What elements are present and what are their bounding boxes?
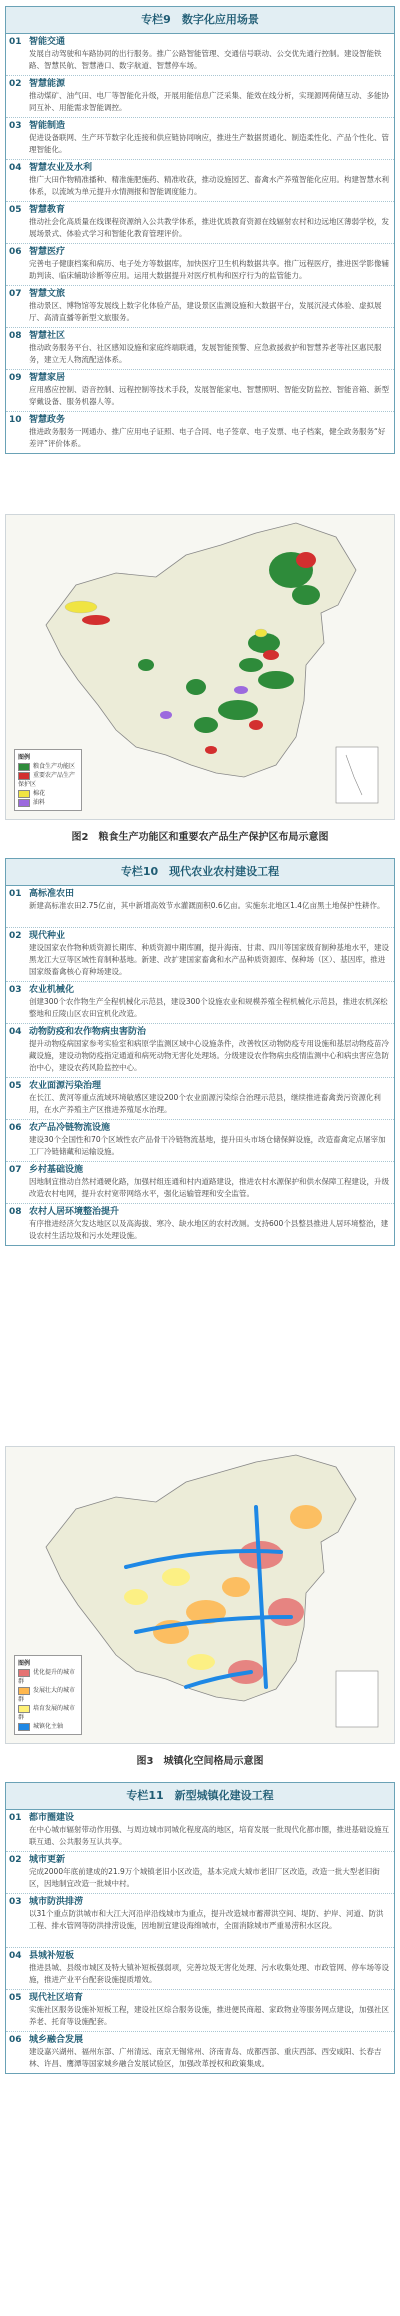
- item-text: 创建300个农作物生产全程机械化示范县，建设300个设施农业和规模养殖全程机械化示范县，推进农机深松整地和丘陵山区农田宜机化改造。: [29, 997, 388, 1018]
- item-text: 完善电子健康档案和病历、电子处方等数据库，加快医疗卫生机构数据共享。推广远程医疗，推进医学影像辅助判读、临床辅助诊断等应用。运用大数据提升对医疗机构和医疗行为的监管能力。: [29, 259, 389, 280]
- box-10-title: 专栏10 现代农业农村建设工程: [6, 859, 394, 886]
- item-body: [26, 118, 394, 159]
- item-number: 04: [9, 1027, 22, 1037]
- item-number: 08: [9, 1207, 22, 1217]
- item-body: [26, 1894, 394, 1947]
- legend-swatch: [18, 1705, 30, 1713]
- box-9-digital-scenarios: [5, 6, 395, 454]
- item-body: [26, 76, 394, 117]
- box-11-urbanization-projects: [5, 1782, 395, 2074]
- box9-item: [6, 327, 394, 369]
- box11-item: [6, 1851, 394, 1893]
- figure-2-map: [5, 514, 395, 820]
- box11-item: [6, 1947, 394, 1989]
- item-body: [26, 412, 394, 453]
- item-body: [26, 928, 394, 981]
- figure-2-legend: [14, 749, 82, 811]
- item-number: 06: [9, 1123, 22, 1133]
- item-number: 02: [9, 931, 22, 941]
- item-text: 建设30个全国性和70个区域性农产品骨干冷链物流基地，提升田头市场仓储保鲜设施，改造畜禽定点屠宰加工厂冷链储藏和运输设施。: [29, 1135, 386, 1156]
- box-10-items: [6, 886, 394, 1245]
- legend-label: 粮食生产功能区: [33, 763, 76, 770]
- item-heading: 智慧农业及水利: [29, 163, 93, 173]
- legend-label: 重要农产品生产保护区: [18, 772, 76, 788]
- item-heading: 城乡融合发展: [29, 2035, 84, 2045]
- item-heading: 智慧能源: [29, 79, 66, 89]
- item-heading: 高标准农田: [29, 889, 75, 899]
- box9-item: [6, 117, 394, 159]
- item-heading: 农村人居环境整治提升: [29, 1207, 120, 1217]
- item-body: [26, 1810, 394, 1851]
- item-heading: 现代社区培育: [29, 1993, 84, 2003]
- legend-swatch: [18, 1723, 30, 1731]
- item-heading: 智慧医疗: [29, 247, 66, 257]
- box-10-agriculture-projects: [5, 858, 395, 1246]
- item-text: 实施社区服务设施补短板工程，建设社区综合服务设施，推进便民商超、家政物业等服务网点建设，加强社区养老、托育等设施配套。: [29, 2005, 389, 2026]
- item-heading: 智慧文旅: [29, 289, 66, 299]
- item-number: 06: [9, 247, 22, 257]
- box10-item: [6, 886, 394, 927]
- item-number: 02: [9, 1855, 22, 1865]
- box-9-title: 专栏9 数字化应用场景: [6, 7, 394, 34]
- item-body: [26, 1852, 394, 1893]
- figure-3-legend: [14, 1655, 82, 1735]
- item-text: 在中心城市辐射带动作用强、与周边城市同城化程度高的地区，培育发展一批现代化都市圈，推进基础设施互联互通、公共服务互认共享。: [29, 1825, 389, 1846]
- figure-2-legend-items: [18, 762, 78, 807]
- item-body: [26, 1024, 394, 1077]
- box9-item: [6, 201, 394, 243]
- item-heading: 城市防洪排涝: [29, 1897, 84, 1907]
- box-11-title: 专栏11 新型城镇化建设工程: [6, 1783, 394, 1810]
- box11-item: [6, 2031, 394, 2073]
- item-number: 01: [9, 1813, 22, 1823]
- item-text: 以31个重点防洪城市和大江大河沿岸沿线城市为重点，提升改造城市蓄滞洪空间、堤防、护岸、河道、防洪工程、排水管网等防洪排涝设施，因地制宜建设海绵城市，全面消除城市严重易涝积水区段。: [29, 1909, 384, 1930]
- item-heading: 农业面源污染治理: [29, 1081, 102, 1091]
- figure-2-caption: 图2 粮食生产功能区和重要农产品生产保护区布局示意图: [71, 832, 329, 843]
- item-heading: 都市圈建设: [29, 1813, 75, 1823]
- item-number: 07: [9, 1165, 22, 1175]
- box11-item: [6, 1893, 394, 1947]
- box9-item: [6, 159, 394, 201]
- legend-swatch: [18, 1687, 30, 1695]
- box10-item: [6, 1119, 394, 1161]
- item-text: 推进政务服务一网通办、推广应用电子证照、电子合同、电子签章、电子发票、电子档案，健全政务服务“好差评”评价体系。: [29, 427, 386, 448]
- legend-swatch: [18, 1669, 30, 1677]
- legend-label: 优化提升的城市群: [18, 1669, 76, 1685]
- legend-entry: [18, 771, 78, 789]
- item-heading: 城市更新: [29, 1855, 66, 1865]
- item-body: [26, 286, 394, 327]
- item-body: [26, 1078, 394, 1119]
- figure-3-legend-items: [18, 1668, 78, 1731]
- item-text: 推进县城、县级市城区及特大镇补短板强弱项，完善垃圾无害化处理、污水收集处理、市政管网、停车场等设施，推进产业平台配套设施提质增效。: [29, 1963, 389, 1984]
- item-heading: 动物防疫和农作物病虫害防治: [29, 1027, 147, 1037]
- box10-item: [6, 927, 394, 981]
- legend-entry: [18, 1686, 78, 1704]
- item-number: 01: [9, 889, 22, 899]
- item-heading: 乡村基础设施: [29, 1165, 84, 1175]
- item-number: 09: [9, 373, 22, 383]
- item-number: 03: [9, 121, 22, 131]
- item-body: [26, 370, 394, 411]
- item-heading: 智能制造: [29, 121, 66, 131]
- box10-item: [6, 1203, 394, 1245]
- box11-item: [6, 1810, 394, 1851]
- item-text: 推动政务服务平台、社区感知设施和家庭终端联通，发展智能预警、应急救援救护和智慧养老等社区惠民服务，建立无人物流配送体系。: [29, 343, 382, 364]
- legend-swatch: [18, 799, 30, 807]
- item-text: 提升动物疫病国家参考实验室和病原学监测区域中心设施条件，改善牧区动物防疫专用设施和基层动物疫苗冷藏设施，建设动物防疫指定通道和病死动物无害化处理场。分级建设农作物病虫疫情监测中心和病虫害应急防治中心，建设农药风险监控中心。: [29, 1039, 389, 1072]
- item-text: 因地制宜推动自然村通硬化路，加强村组连通和村内道路建设，推进农村水源保护和供水保障工程建设，升级改造农村电网，提升农村宽带网络水平，强化运输管理和安全监管。: [29, 1177, 389, 1198]
- item-number: 03: [9, 1897, 22, 1907]
- figure-3-map: [5, 1446, 395, 1744]
- box-11-items: [6, 1810, 394, 2073]
- item-number: 07: [9, 289, 22, 299]
- legend-label: 城镇化主轴: [33, 1723, 64, 1730]
- legend-label: 油料: [33, 799, 46, 806]
- legend-entry: [18, 789, 78, 798]
- item-number: 05: [9, 1081, 22, 1091]
- item-text: 建设国家农作物种质资源长期库、种质资源中期库圃，提升海南、甘肃、四川等国家级育制种基地水平，建设黑龙江大豆等区域性育制种基地。新建、改扩建国家畜禽和水产品种质资源库、保种场（区）、基因库，推进国家级畜禽核心育种场建设。: [29, 943, 389, 976]
- item-body: [26, 1204, 394, 1245]
- item-text: 促进设备联网、生产环节数字化连接和供应链协同响应，推进生产数据贯通化、制造柔性化、产品个性化、管理智能化。: [29, 133, 389, 154]
- box10-item: [6, 1161, 394, 1203]
- item-text: 推动煤矿、油气田、电厂等智能化升级，开展用能信息广泛采集、能效在线分析，实现源网荷储互动、多能协同互补、用能需求智能调控。: [29, 91, 389, 112]
- item-body: [26, 1162, 394, 1203]
- item-number: 01: [9, 37, 22, 47]
- item-number: 05: [9, 205, 22, 215]
- legend-entry: [18, 1668, 78, 1686]
- item-body: [26, 886, 394, 927]
- item-number: 04: [9, 163, 22, 173]
- box9-item: [6, 34, 394, 75]
- legend-entry: [18, 1722, 78, 1731]
- item-heading: 智慧社区: [29, 331, 66, 341]
- box9-item: [6, 75, 394, 117]
- legend-swatch: [18, 763, 30, 771]
- box10-item: [6, 981, 394, 1023]
- item-heading: 智慧教育: [29, 205, 66, 215]
- item-text: 推动社会化高质量在线课程资源纳入公共教学体系，推进优质教育资源在线辐射农村和边远地区薄弱学校，发展场景式、体验式学习和智能化教育管理评价。: [29, 217, 389, 238]
- item-number: 02: [9, 79, 22, 89]
- item-number: 08: [9, 331, 22, 341]
- item-text: 有序推进经济欠发达地区以及高海拔、寒冷、缺水地区的农村改厕。支持600个县整县推进人居环境整治，建设农村生活垃圾和污水处理设施。: [29, 1219, 389, 1240]
- item-number: 05: [9, 1993, 22, 2003]
- item-body: [26, 244, 394, 285]
- legend-label: 发展壮大的城市群: [18, 1687, 76, 1703]
- legend-entry: [18, 1704, 78, 1722]
- item-number: 06: [9, 2035, 22, 2045]
- item-body: [26, 982, 394, 1023]
- legend-label: 培育发展的城市群: [18, 1705, 76, 1721]
- item-body: [26, 328, 394, 369]
- item-text: 新建高标准农田2.75亿亩，其中新增高效节水灌溉面积0.6亿亩。实施东北地区1.4亿亩黑土地保护性耕作。: [29, 901, 385, 910]
- item-heading: 智慧政务: [29, 415, 66, 425]
- item-body: [26, 34, 394, 75]
- item-text: 建设嘉兴湖州、福州东部、广州清远、南京无锡常州、济南青岛、成都西部、重庆西部、西安咸阳、长春吉林、许昌、鹰潭等国家城乡融合发展试验区，加强改革授权和政策集成。: [29, 2047, 382, 2068]
- item-text: 应用感应控制、语音控制、远程控制等技术手段，发展智能家电、智慧照明、智能安防监控、智能音箱、新型穿戴设备、服务机器人等。: [29, 385, 389, 406]
- legend-swatch: [18, 790, 30, 798]
- box9-item: [6, 243, 394, 285]
- item-heading: 农业机械化: [29, 985, 75, 995]
- item-text: 在长江、黄河等重点流域环境敏感区建设200个农业面源污染综合治理示范县，继续推进畜禽粪污资源化利用，在水产养殖主产区推进养殖尾水治理。: [29, 1093, 381, 1114]
- box9-item: [6, 285, 394, 327]
- item-number: 10: [9, 415, 22, 425]
- item-body: [26, 1120, 394, 1161]
- item-body: [26, 160, 394, 201]
- box11-item: [6, 1989, 394, 2031]
- item-heading: 县城补短板: [29, 1951, 75, 1961]
- figure-3-legend-title: 图例: [18, 1660, 31, 1667]
- legend-entry: [18, 798, 78, 807]
- item-text: 推动景区、博物馆等发展线上数字化体验产品，建设景区监测设施和大数据平台，发展沉浸式体验、虚拟展厅、高清直播等新型文旅服务。: [29, 301, 382, 322]
- item-heading: 现代种业: [29, 931, 66, 941]
- figure-2-legend-title: 图例: [18, 754, 31, 761]
- item-heading: 智慧家居: [29, 373, 66, 383]
- legend-label: 棉花: [33, 790, 46, 797]
- legend-entry: [18, 762, 78, 771]
- item-heading: 智能交通: [29, 37, 66, 47]
- item-number: 04: [9, 1951, 22, 1961]
- legend-swatch: [18, 772, 30, 780]
- item-text: 完成2000年底前建成的21.9万个城镇老旧小区改造，基本完成大城市老旧厂区改造，改造一批大型老旧街区，因地制宜改造一批城中村。: [29, 1867, 380, 1888]
- item-body: [26, 2032, 394, 2073]
- item-body: [26, 202, 394, 243]
- box9-item: [6, 369, 394, 411]
- item-text: 发展自动驾驶和车路协同的出行服务。推广公路智能管理、交通信号联动、公交优先通行控制。建设智能铁路、智慧民航、智慧港口、数字航道、智慧停车场。: [29, 49, 382, 70]
- box10-item: [6, 1077, 394, 1119]
- item-heading: 农产品冷链物流设施: [29, 1123, 111, 1133]
- item-body: [26, 1990, 394, 2031]
- box9-item: [6, 411, 394, 453]
- box-9-items: [6, 34, 394, 453]
- item-body: [26, 1948, 394, 1989]
- item-text: 推广大田作物精准播种、精准施肥施药、精准收获，推动设施园艺、畜禽水产养殖智能化应用。构建智慧水利体系，以流域为单元提升水情测报和智能调度能力。: [29, 175, 389, 196]
- box10-item: [6, 1023, 394, 1077]
- item-number: 03: [9, 985, 22, 995]
- figure-3-caption: 图3 城镇化空间格局示意图: [136, 1756, 264, 1767]
